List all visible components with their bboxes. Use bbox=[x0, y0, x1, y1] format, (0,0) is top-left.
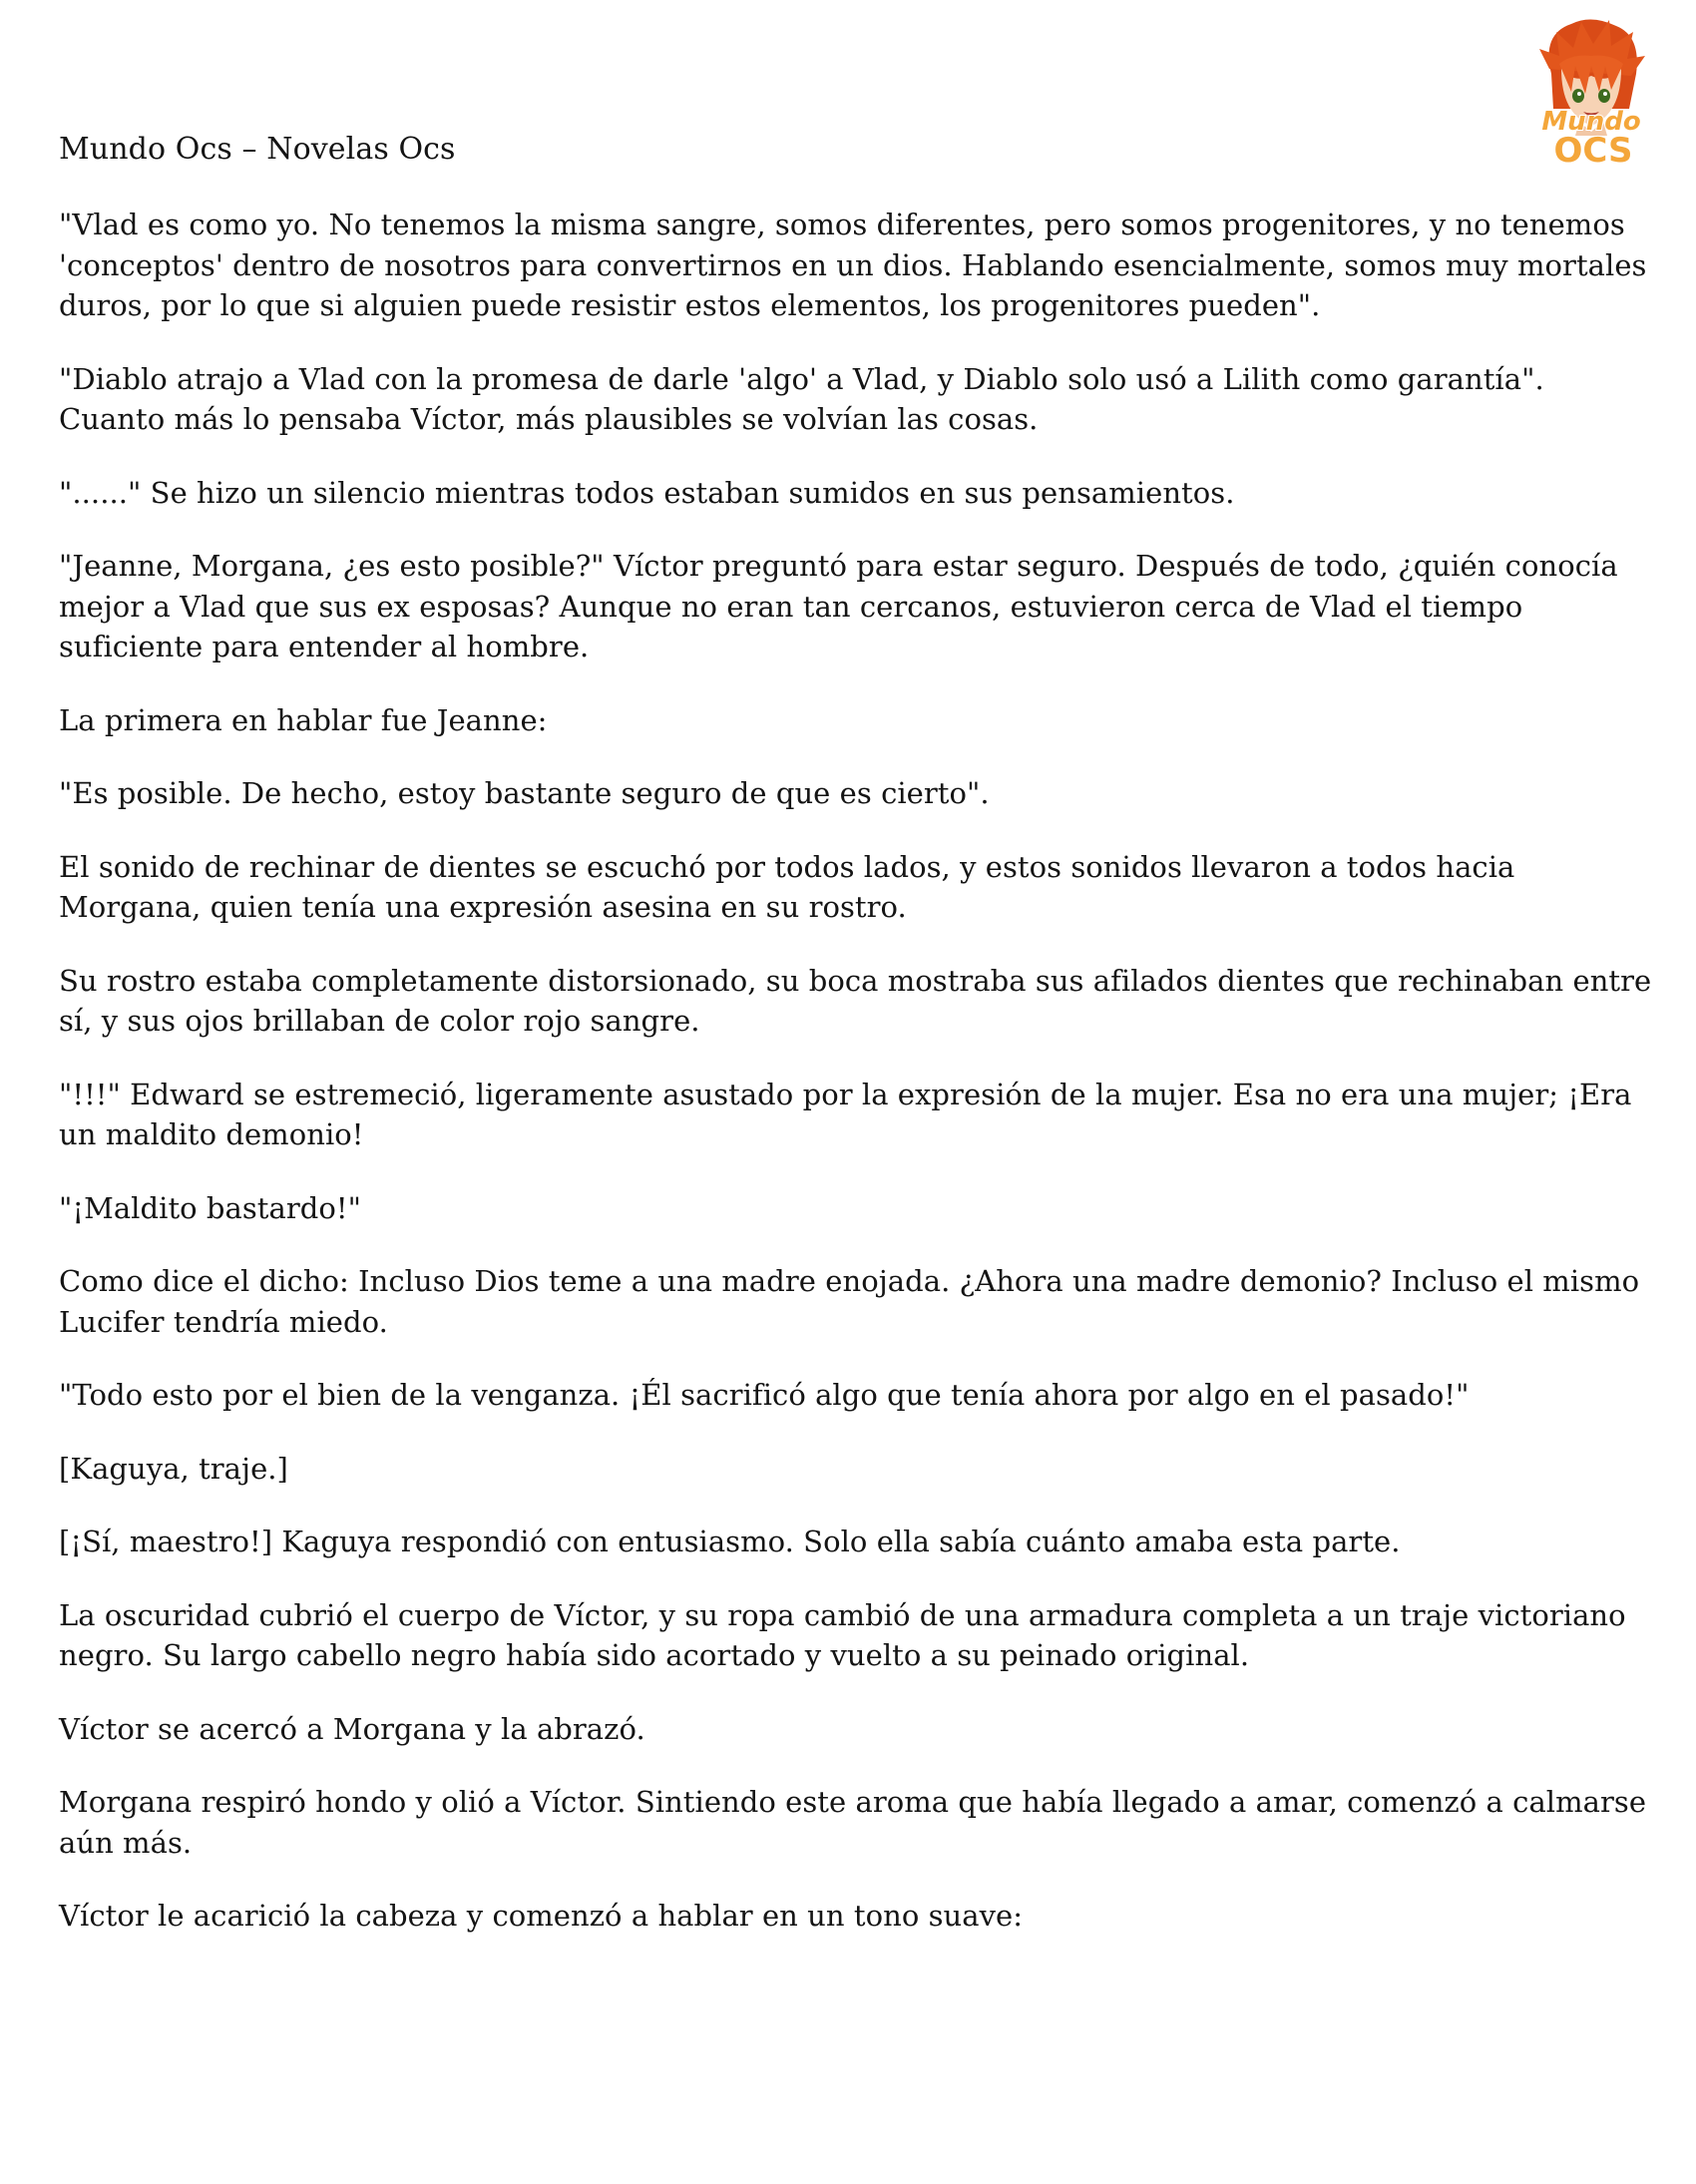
paragraph: "Todo esto por el bien de la venganza. ¡Él sacrificó algo que tenía ahora por algo en el pasado!" bbox=[59, 1378, 1470, 1412]
paragraph: Morgana respiró hondo y olió a Víctor. Sintiendo este aroma que había llegado a amar, comenzó a calmarse aún más. bbox=[59, 1785, 1647, 1860]
logo-text-ocs: OCS bbox=[1553, 131, 1633, 171]
paragraph: Como dice el dicho: Incluso Dios teme a una madre enojada. ¿Ahora una madre demonio? Incluso el mismo Lucifer tendría miedo. bbox=[59, 1264, 1640, 1339]
paragraph: "......" Se hizo un silencio mientras todos estaban sumidos en sus pensamientos. bbox=[59, 475, 1235, 510]
paragraph: "!!!" Edward se estremeció, ligeramente asustado por la expresión de la mujer. Esa no era una mujer; ¡Era un maldito demonio! bbox=[59, 1077, 1632, 1151]
paragraph: Víctor se acercó a Morgana y la abrazó. bbox=[59, 1711, 645, 1746]
paragraph: "Jeanne, Morgana, ¿es esto posible?" Víctor preguntó para estar seguro. Después de todo, ¿quién conocía mejor a Vlad que sus ex esposas? Aunque no eran tan cercanos, estuvieron cerca de Vlad el tiempo suficiente para entender al hombre. bbox=[59, 549, 1618, 663]
paragraph: "Es posible. De hecho, estoy bastante seguro de que es cierto". bbox=[59, 776, 990, 810]
page-header-title: Mundo Ocs – Novelas Ocs bbox=[59, 132, 456, 167]
paragraph: [¡Sí, maestro!] Kaguya respondió con entusiasmo. Solo ella sabía cuánto amaba esta parte. bbox=[59, 1525, 1401, 1558]
paragraph: "Vlad es como yo. No tenemos la misma sangre, somos diferentes, pero somos progenitores, y no tenemos 'conceptos' dentro de nosotros para convertirnos en un dios. Hablando esencialmente, somos muy mortales duros, por lo que si alguien puede resistir estos elementos, los progenitores pueden". bbox=[59, 208, 1647, 322]
story-body bbox=[59, 205, 1655, 1969]
logo-text-mundo: Mundo bbox=[1541, 107, 1641, 137]
paragraph: La oscuridad cubrió el cuerpo de Víctor, y su ropa cambió de una armadura completa a un traje victoriano negro. Su largo cabello negro había sido acortado y vuelto a su peinado original. bbox=[59, 1597, 1626, 1672]
paragraph: [Kaguya, traje.] bbox=[59, 1451, 288, 1486]
paragraph: La primera en hablar fue Jeanne: bbox=[59, 702, 548, 737]
paragraph: Su rostro estaba completamente distorsionado, su boca mostraba sus afilados dientes que rechinaban entre sí, y sus ojos brillaban de color rojo sangre. bbox=[59, 963, 1652, 1038]
paragraph: "¡Maldito bastardo!" bbox=[59, 1190, 361, 1225]
paragraph: El sonido de rechinar de dientes se escuchó por todos lados, y estos sonidos llevaron a todos hacia Morgana, quien tenía una expresión asesina en su rostro. bbox=[59, 849, 1515, 924]
paragraph: Víctor le acarició la cabeza y comenzó a hablar en un tono suave: bbox=[59, 1899, 1024, 1933]
mundo-ocs-logo bbox=[1511, 14, 1671, 174]
paragraph: "Diablo atrajo a Vlad con la promesa de darle 'algo' a Vlad, y Diablo solo usó a Lilith como garantía". Cuanto más lo pensaba Víctor, más plausibles se volvían las cosas. bbox=[59, 361, 1544, 436]
